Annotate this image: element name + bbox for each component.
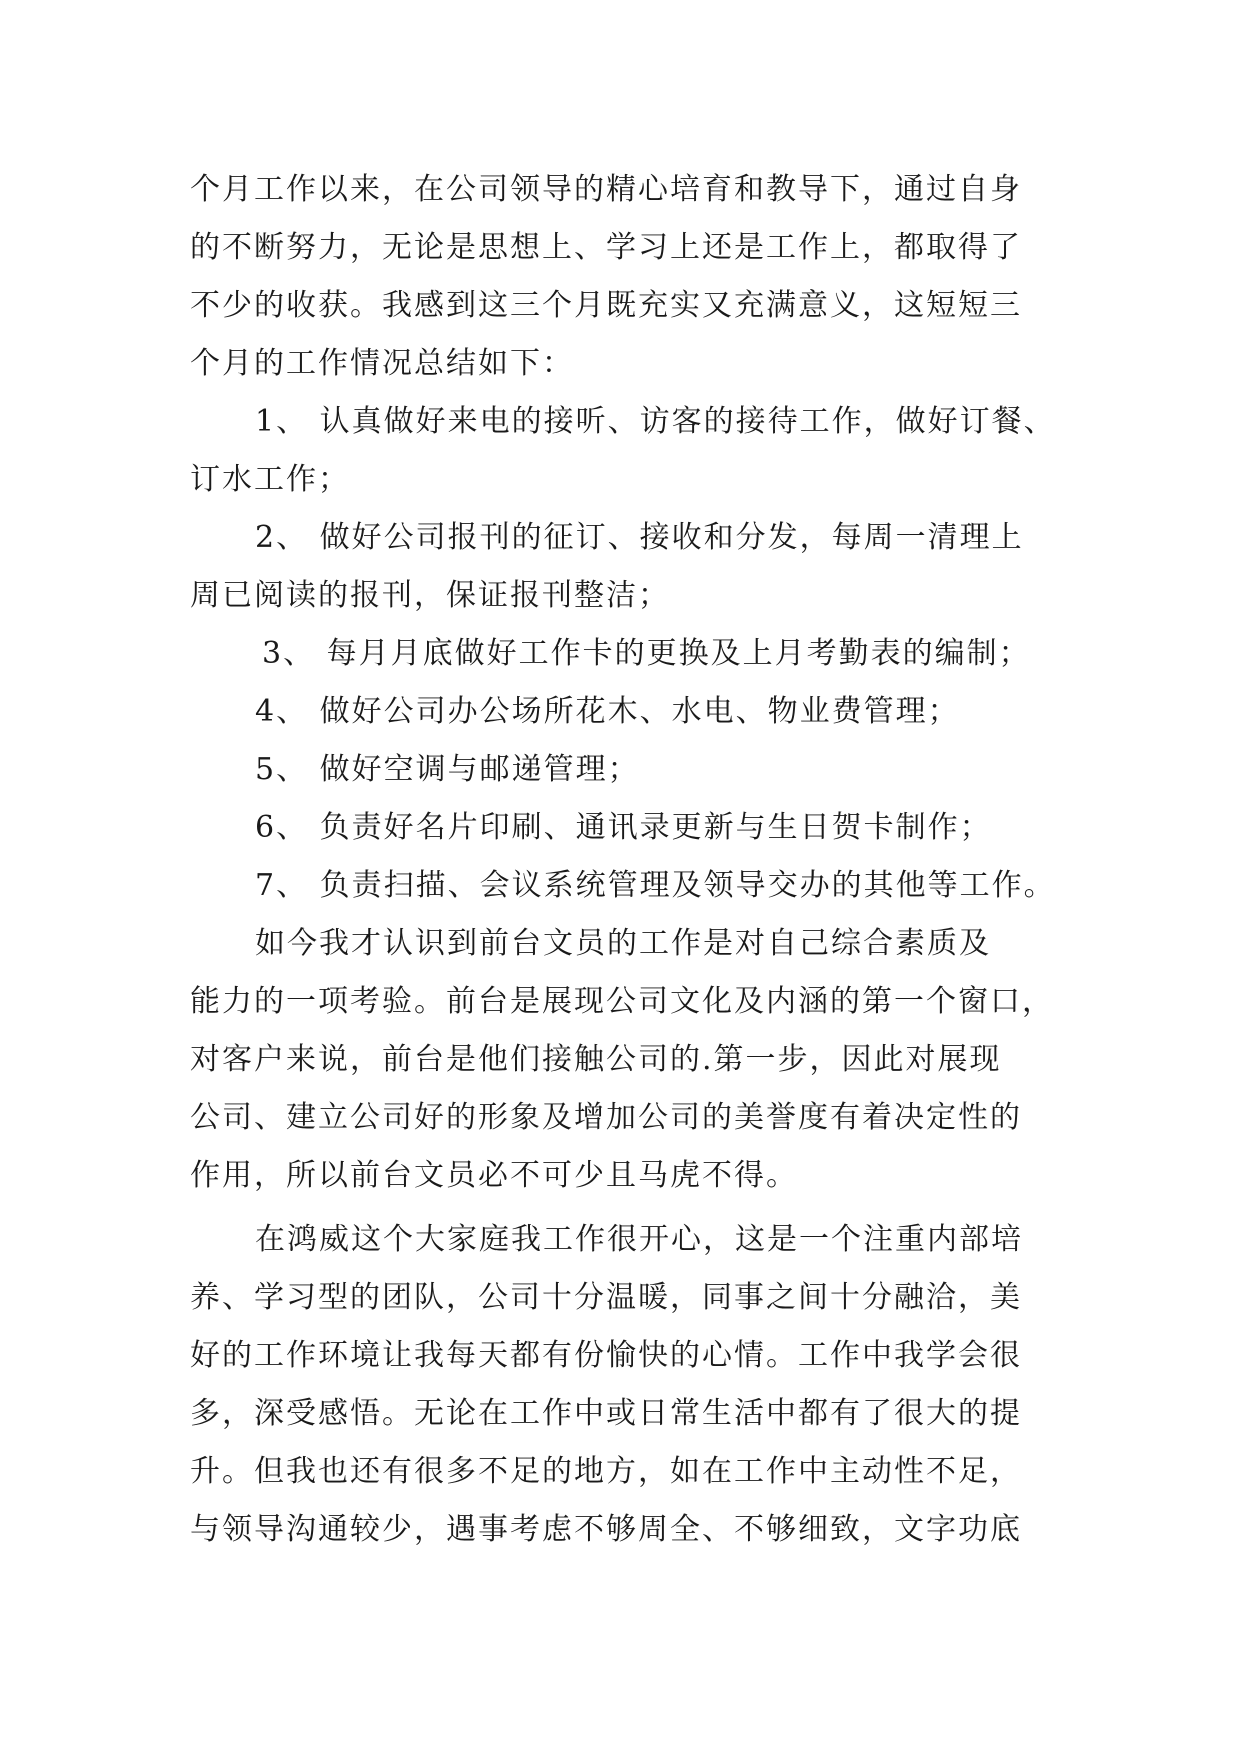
text-line: 与领导沟通较少，遇事考虑不够周全、不够细致，文字功底: [190, 1512, 1022, 1547]
text-line: 好的工作环境让我每天都有份愉快的心情。工作中我学会很: [190, 1338, 1022, 1373]
list-item: 6、 负责好名片印刷、通讯录更新与生日贺卡制作；: [255, 810, 992, 845]
text-line: 公司、建立公司好的形象及增加公司的美誉度有着决定性的: [190, 1100, 1022, 1135]
text-line: 周已阅读的报刊，保证报刊整洁；: [190, 578, 670, 613]
list-item: 1、 认真做好来电的接听、访客的接待工作，做好订餐、: [255, 404, 1056, 439]
list-item: 5、 做好空调与邮递管理；: [255, 752, 640, 787]
text-line: 升。但我也还有很多不足的地方，如在工作中主动性不足，: [190, 1454, 1022, 1489]
paragraph-start: 如今我才认识到前台文员的工作是对自己综合素质及: [255, 926, 991, 961]
text-line: 的不断努力，无论是思想上、学习上还是工作上，都取得了: [190, 230, 1022, 265]
text-line: 作用，所以前台文员必不可少且马虎不得。: [190, 1158, 798, 1193]
list-item: 2、 做好公司报刊的征订、接收和分发，每周一清理上: [255, 520, 1024, 555]
text-line: 养、学习型的团队，公司十分温暖，同事之间十分融洽，美: [190, 1280, 1022, 1315]
paragraph-start: 在鸿威这个大家庭我工作很开心，这是一个注重内部培: [255, 1222, 1023, 1257]
list-item: 3、 每月月底做好工作卡的更换及上月考勤表的编制；: [262, 636, 1031, 671]
text-line: 多，深受感悟。无论在工作中或日常生活中都有了很大的提: [190, 1396, 1022, 1431]
text-line: 能力的一项考验。前台是展现公司文化及内涵的第一个窗口，: [190, 984, 1054, 1019]
text-line: 个月的工作情况总结如下：: [190, 346, 574, 381]
text-line: 对客户来说，前台是他们接触公司的.第一步，因此对展现: [190, 1042, 1002, 1077]
list-item: 7、 负责扫描、会议系统管理及领导交办的其他等工作。: [255, 868, 1056, 903]
text-line: 个月工作以来，在公司领导的精心培育和教导下，通过自身: [190, 172, 1022, 207]
list-item: 4、 做好公司办公场所花木、水电、物业费管理；: [255, 694, 960, 729]
text-line: 不少的收获。我感到这三个月既充实又充满意义，这短短三: [190, 288, 1022, 323]
text-line: 订水工作；: [190, 462, 350, 497]
